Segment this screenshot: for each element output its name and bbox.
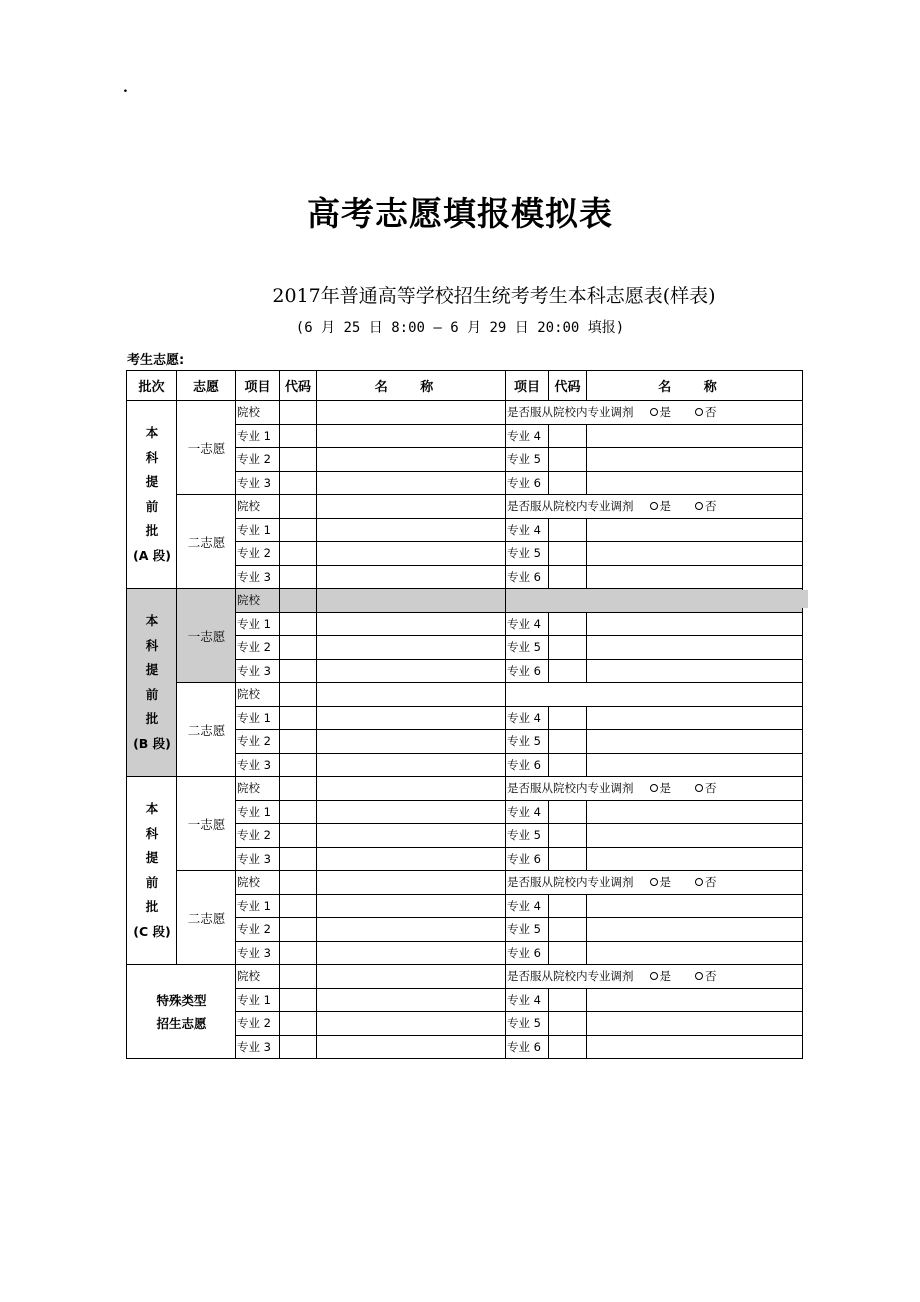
code-input[interactable] (549, 471, 587, 495)
code-input[interactable] (549, 988, 587, 1012)
code-input[interactable] (549, 753, 587, 777)
code-input[interactable] (280, 824, 317, 848)
name-input[interactable] (587, 1012, 803, 1036)
header-code: 代码 (280, 371, 317, 401)
table-row: 二志愿 院校 是否服从院校内专业调剂 是 否 (127, 495, 803, 519)
code-input[interactable] (280, 730, 317, 754)
code-input[interactable] (549, 824, 587, 848)
table-row-highlighted: 本 科 提 前 批 (B 段) 一志愿 院校 (127, 589, 803, 613)
table-row: 专业 2 专业 5 (127, 824, 803, 848)
code-input[interactable] (280, 542, 317, 566)
code-input[interactable] (280, 612, 317, 636)
name-input[interactable] (317, 542, 506, 566)
special-batch-cell: 特殊类型 招生志愿 (127, 965, 236, 1059)
code-input[interactable] (280, 401, 317, 425)
code-input[interactable] (280, 800, 317, 824)
name-input[interactable] (587, 753, 803, 777)
table-row: 专业 3 专业 6 (127, 1035, 803, 1059)
header-batch: 批次 (127, 371, 177, 401)
batch-b-cell: 本 科 提 前 批 (B 段) (127, 589, 177, 777)
code-input[interactable] (549, 659, 587, 683)
header-code-2: 代码 (549, 371, 587, 401)
name-input[interactable] (587, 847, 803, 871)
code-input[interactable] (549, 894, 587, 918)
header-item: 项目 (236, 371, 280, 401)
blank-cell (506, 683, 803, 707)
page-title: 高考志愿填报模拟表 (307, 194, 613, 233)
filing-period: (6 月 25 日 8:00 — 6 月 29 日 20:00 填报) (295, 320, 625, 336)
code-input[interactable] (280, 683, 317, 707)
batch-c-cell: 本 科 提 前 批 (C 段) (127, 777, 177, 965)
obey-yes-option[interactable]: 是 (650, 780, 672, 796)
obey-yes-option[interactable]: 是 (650, 874, 672, 890)
name-input[interactable] (317, 401, 506, 425)
table-row: 专业 1 专业 4 (127, 988, 803, 1012)
code-input[interactable] (549, 1012, 587, 1036)
header-volunteer: 志愿 (177, 371, 236, 401)
table-row: 二志愿 院校 (127, 683, 803, 707)
obey-adjust-cell: 是否服从院校内专业调剂 是 否 (506, 871, 803, 895)
name-input[interactable] (317, 918, 506, 942)
obey-no-option[interactable]: 否 (695, 498, 717, 514)
table-row: 专业 1 专业 4 (127, 424, 803, 448)
radio-icon[interactable] (650, 878, 658, 886)
table-row: 专业 1 专业 4 (127, 612, 803, 636)
name-input[interactable] (317, 1012, 506, 1036)
name-input[interactable] (317, 777, 506, 801)
table-row: 专业 3 专业 6 (127, 659, 803, 683)
highlight-overflow (802, 590, 808, 608)
name-input[interactable] (587, 706, 803, 730)
code-input[interactable] (549, 565, 587, 589)
section-label: 考生志愿: (127, 353, 185, 368)
radio-icon[interactable] (650, 408, 658, 416)
table-row: 专业 1 专业 4 (127, 800, 803, 824)
name-input[interactable] (317, 847, 506, 871)
code-input[interactable] (280, 894, 317, 918)
name-input[interactable] (317, 518, 506, 542)
obey-adjust-cell: 是否服从院校内专业调剂 是 否 (506, 777, 803, 801)
name-input[interactable] (317, 730, 506, 754)
code-input[interactable] (280, 1012, 317, 1036)
obey-no-option[interactable]: 否 (695, 968, 717, 984)
name-input[interactable] (587, 636, 803, 660)
code-input[interactable] (280, 988, 317, 1012)
name-input[interactable] (587, 471, 803, 495)
radio-icon[interactable] (695, 408, 703, 416)
name-input[interactable] (587, 894, 803, 918)
name-input[interactable] (317, 988, 506, 1012)
radio-icon[interactable] (650, 972, 658, 980)
table-row: 专业 1 专业 4 (127, 518, 803, 542)
code-input[interactable] (549, 424, 587, 448)
radio-icon[interactable] (695, 784, 703, 792)
code-input[interactable] (280, 777, 317, 801)
code-input[interactable] (280, 424, 317, 448)
table-row: 专业 1 专业 4 (127, 706, 803, 730)
code-input[interactable] (280, 659, 317, 683)
radio-icon[interactable] (695, 972, 703, 980)
code-input[interactable] (280, 471, 317, 495)
code-input[interactable] (280, 1035, 317, 1059)
table-row: 本 科 提 前 批 (C 段) 一志愿 院校 是否服从院校内专业调剂 是 否 (127, 777, 803, 801)
radio-icon[interactable] (650, 502, 658, 510)
code-input[interactable] (549, 612, 587, 636)
table-row: 专业 2 专业 5 (127, 730, 803, 754)
code-input[interactable] (280, 448, 317, 472)
name-input[interactable] (317, 659, 506, 683)
radio-icon[interactable] (695, 878, 703, 886)
volunteer-first: 一志愿 (177, 777, 236, 871)
code-input[interactable] (280, 565, 317, 589)
code-input[interactable] (280, 495, 317, 519)
code-input[interactable] (549, 941, 587, 965)
code-input[interactable] (280, 518, 317, 542)
table-row: 专业 2 专业 5 (127, 636, 803, 660)
table-row: 专业 2 专业 5 (127, 1012, 803, 1036)
radio-icon[interactable] (650, 784, 658, 792)
name-input[interactable] (317, 824, 506, 848)
header-name: 名 称 (317, 371, 506, 401)
header-row (127, 371, 803, 401)
code-input[interactable] (549, 730, 587, 754)
obey-adjust-cell: 是否服从院校内专业调剂 是 否 (506, 965, 803, 989)
table-row: 专业 3 专业 6 (127, 941, 803, 965)
obey-yes-option[interactable]: 是 (650, 968, 672, 984)
name-input[interactable] (587, 518, 803, 542)
name-input[interactable] (587, 424, 803, 448)
code-input[interactable] (549, 1035, 587, 1059)
code-input[interactable] (549, 800, 587, 824)
code-input[interactable] (549, 706, 587, 730)
table-row: 专业 2 专业 5 (127, 918, 803, 942)
obey-no-option[interactable]: 否 (695, 404, 717, 420)
volunteer-second: 二志愿 (177, 683, 236, 777)
table-row: 专业 2 专业 5 (127, 542, 803, 566)
volunteer-second: 二志愿 (177, 495, 236, 589)
name-input[interactable] (587, 941, 803, 965)
header-item-2: 项目 (506, 371, 549, 401)
name-input[interactable] (587, 565, 803, 589)
table-row: 专业 3 专业 6 (127, 753, 803, 777)
name-input[interactable] (317, 471, 506, 495)
table-row: 特殊类型 招生志愿 院校 是否服从院校内专业调剂 是 否 (127, 965, 803, 989)
name-input[interactable] (587, 824, 803, 848)
name-input[interactable] (587, 800, 803, 824)
name-input[interactable] (587, 542, 803, 566)
name-input[interactable] (317, 612, 506, 636)
obey-yes-option[interactable]: 是 (650, 498, 672, 514)
volunteer-form-table (126, 370, 803, 1059)
code-input[interactable] (549, 847, 587, 871)
code-input[interactable] (280, 918, 317, 942)
table-row: 专业 1 专业 4 (127, 894, 803, 918)
name-input[interactable] (317, 871, 506, 895)
name-input[interactable] (317, 565, 506, 589)
name-input[interactable] (317, 753, 506, 777)
name-input[interactable] (587, 1035, 803, 1059)
table-row: 专业 3 专业 6 (127, 847, 803, 871)
obey-no-option[interactable]: 否 (695, 874, 717, 890)
name-input[interactable] (317, 941, 506, 965)
name-input[interactable] (317, 495, 506, 519)
name-input[interactable] (317, 424, 506, 448)
obey-yes-option[interactable]: 是 (650, 404, 672, 420)
blank-cell (506, 589, 803, 613)
code-input[interactable] (549, 542, 587, 566)
obey-adjust-cell: 是否服从院校内专业调剂 是 否 (506, 495, 803, 519)
name-input[interactable] (317, 1035, 506, 1059)
name-input[interactable] (587, 659, 803, 683)
code-input[interactable] (549, 918, 587, 942)
volunteer-first: 一志愿 (177, 401, 236, 495)
obey-no-option[interactable]: 否 (695, 780, 717, 796)
volunteer-second: 二志愿 (177, 871, 236, 965)
code-input[interactable] (280, 589, 317, 613)
label-school: 院校 (236, 401, 280, 425)
code-input[interactable] (280, 871, 317, 895)
name-input[interactable] (587, 730, 803, 754)
radio-icon[interactable] (695, 502, 703, 510)
name-input[interactable] (317, 894, 506, 918)
name-input[interactable] (317, 636, 506, 660)
name-input[interactable] (317, 448, 506, 472)
code-input[interactable] (549, 518, 587, 542)
name-input[interactable] (317, 800, 506, 824)
obey-adjust-cell: 是否服从院校内专业调剂 是 否 (506, 401, 803, 425)
header-name-2: 名 称 (587, 371, 803, 401)
code-input[interactable] (280, 706, 317, 730)
table-row: 专业 2 专业 5 (127, 448, 803, 472)
name-input[interactable] (317, 683, 506, 707)
name-input[interactable] (587, 612, 803, 636)
code-input[interactable] (280, 965, 317, 989)
table-row: 专业 3 专业 6 (127, 471, 803, 495)
form-subtitle: 2017年普通高等学校招生统考考生本科志愿表(样表) (272, 285, 716, 307)
table-row: 专业 3 专业 6 (127, 565, 803, 589)
stray-dot: . (123, 80, 128, 96)
code-input[interactable] (280, 753, 317, 777)
name-input[interactable] (587, 988, 803, 1012)
code-input[interactable] (280, 847, 317, 871)
batch-a-cell: 本 科 提 前 批 (A 段) (127, 401, 177, 589)
code-input[interactable] (549, 448, 587, 472)
code-input[interactable] (280, 941, 317, 965)
name-input[interactable] (317, 706, 506, 730)
volunteer-first: 一志愿 (177, 589, 236, 683)
table-row: 二志愿 院校 是否服从院校内专业调剂 是 否 (127, 871, 803, 895)
name-input[interactable] (317, 589, 506, 613)
code-input[interactable] (280, 636, 317, 660)
name-input[interactable] (587, 448, 803, 472)
name-input[interactable] (587, 918, 803, 942)
code-input[interactable] (549, 636, 587, 660)
table-row (127, 401, 803, 425)
name-input[interactable] (317, 965, 506, 989)
